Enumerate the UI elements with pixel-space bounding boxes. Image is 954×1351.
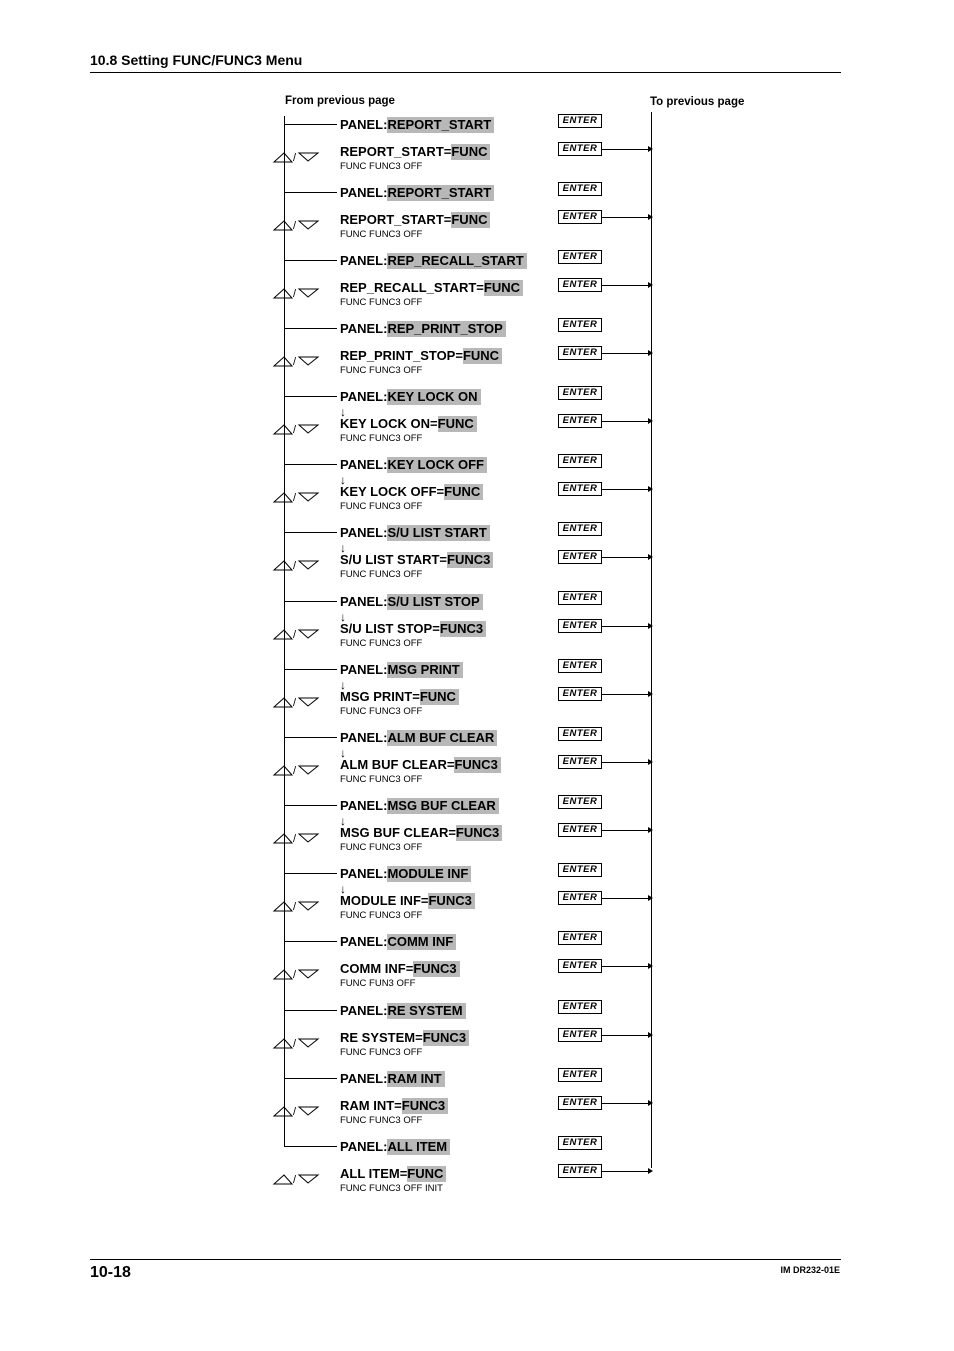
branch-line (285, 328, 337, 329)
enter-key: ENTER (558, 482, 602, 496)
up-down-keys-icon (272, 490, 320, 504)
svg-text:/: / (293, 1038, 297, 1050)
return-arrow-icon (601, 217, 651, 218)
svg-text:/: / (293, 288, 297, 300)
panel-label (340, 662, 463, 678)
enter-key: ENTER (558, 414, 602, 428)
setting-value: FUNC (444, 484, 483, 500)
up-down-keys-icon (272, 899, 320, 913)
enter-key: ENTER (558, 591, 602, 605)
svg-text:/: / (293, 833, 297, 845)
branch-line (285, 396, 337, 397)
return-arrow-icon (601, 149, 651, 150)
panel-label (340, 934, 456, 950)
setting-value: FUNC (463, 348, 502, 364)
setting-options: FUNC FUNC3 OFF (340, 297, 423, 308)
panel-value: MSG BUF CLEAR (387, 798, 498, 814)
panel-value: ALL ITEM (387, 1139, 450, 1155)
enter-key: ENTER (558, 755, 602, 769)
svg-text:/: / (293, 1106, 297, 1118)
document-id: IM DR232-01E (780, 1265, 840, 1275)
up-down-keys-icon (272, 422, 320, 436)
return-arrow-icon (601, 966, 651, 967)
setting-label (340, 348, 502, 364)
setting-label (340, 825, 502, 841)
return-arrow-icon (601, 1103, 651, 1104)
enter-key: ENTER (558, 1096, 602, 1110)
panel-value: RAM INT (387, 1071, 444, 1087)
return-arrow-icon (601, 1035, 651, 1036)
enter-key: ENTER (558, 1068, 602, 1082)
branch-line (285, 260, 337, 261)
svg-text:/: / (293, 492, 297, 504)
setting-value: FUNC (420, 689, 459, 705)
setting-value: FUNC (407, 1166, 446, 1182)
down-arrow-icon: ↓ (340, 473, 346, 487)
panel-prefix: PANEL: (340, 594, 388, 609)
svg-text:/: / (293, 152, 297, 164)
footer-rule (90, 1259, 841, 1260)
panel-value: KEY LOCK ON (387, 389, 480, 405)
panel-label (340, 457, 487, 473)
setting-label (340, 893, 475, 909)
setting-value: FUNC3 (456, 825, 502, 841)
return-arrow-icon (601, 353, 651, 354)
setting-label (340, 1098, 448, 1114)
enter-key: ENTER (558, 795, 602, 809)
setting-label (340, 757, 501, 773)
svg-text:/: / (293, 560, 297, 572)
setting-prefix: REP_PRINT_STOP= (340, 348, 463, 363)
enter-key: ENTER (558, 687, 602, 701)
up-down-keys-icon (272, 1036, 320, 1050)
return-arrow-icon (601, 557, 651, 558)
up-down-keys-icon (272, 763, 320, 777)
branch-line (285, 873, 337, 874)
panel-value: S/U LIST START (387, 525, 489, 541)
setting-value: FUNC (438, 416, 477, 432)
enter-key: ENTER (558, 959, 602, 973)
setting-label (340, 689, 459, 705)
enter-key: ENTER (558, 346, 602, 360)
enter-key: ENTER (558, 1028, 602, 1042)
enter-key: ENTER (558, 619, 602, 633)
setting-label (340, 484, 483, 500)
setting-prefix: RE SYSTEM= (340, 1030, 423, 1045)
down-arrow-icon: ↓ (340, 610, 346, 624)
setting-value: FUNC (451, 212, 490, 228)
down-arrow-icon: ↓ (340, 405, 346, 419)
svg-text:/: / (293, 220, 297, 232)
panel-label (340, 253, 527, 269)
panel-prefix: PANEL: (340, 934, 388, 949)
enter-key: ENTER (558, 278, 602, 292)
branch-line (285, 1078, 337, 1079)
panel-label (340, 798, 499, 814)
setting-value: FUNC3 (402, 1098, 448, 1114)
panel-label (340, 1139, 450, 1155)
panel-label (340, 730, 497, 746)
return-arrow-icon (601, 489, 651, 490)
setting-prefix: MODULE INF= (340, 893, 429, 908)
svg-text:/: / (293, 356, 297, 368)
enter-key: ENTER (558, 1000, 602, 1014)
branch-line (285, 941, 337, 942)
enter-key: ENTER (558, 659, 602, 673)
up-down-keys-icon (272, 150, 320, 164)
down-arrow-icon: ↓ (340, 882, 346, 896)
panel-prefix: PANEL: (340, 798, 388, 813)
enter-key: ENTER (558, 250, 602, 264)
setting-prefix: ALL ITEM= (340, 1166, 408, 1181)
enter-key: ENTER (558, 318, 602, 332)
svg-text:/: / (293, 424, 297, 436)
enter-key: ENTER (558, 114, 602, 128)
svg-text:/: / (293, 901, 297, 913)
down-arrow-icon: ↓ (340, 678, 346, 692)
panel-prefix: PANEL: (340, 389, 388, 404)
return-arrow-icon (601, 762, 651, 763)
setting-options: FUNC FUN3 OFF (340, 978, 416, 989)
from-previous-page-label: From previous page (285, 95, 395, 107)
panel-label (340, 1071, 445, 1087)
enter-key: ENTER (558, 823, 602, 837)
panel-prefix: PANEL: (340, 730, 388, 745)
up-down-keys-icon (272, 286, 320, 300)
section-title: 10.8 Setting FUNC/FUNC3 Menu (90, 52, 303, 68)
up-down-keys-icon (272, 967, 320, 981)
branch-line (285, 464, 337, 465)
panel-label (340, 866, 471, 882)
enter-key: ENTER (558, 550, 602, 564)
enter-key: ENTER (558, 386, 602, 400)
setting-options: FUNC FUNC3 OFF (340, 501, 423, 512)
setting-prefix: RAM INT= (340, 1098, 402, 1113)
panel-value: RE SYSTEM (387, 1003, 465, 1019)
return-arrow-icon (601, 1171, 651, 1172)
up-down-keys-icon (272, 627, 320, 641)
panel-value: ALM BUF CLEAR (387, 730, 497, 746)
header-rule (90, 72, 841, 73)
up-down-keys-icon (272, 1104, 320, 1118)
svg-text:/: / (293, 697, 297, 709)
panel-label (340, 1003, 466, 1019)
up-down-keys-icon (272, 831, 320, 845)
enter-key: ENTER (558, 931, 602, 945)
setting-options: FUNC FUNC3 OFF (340, 433, 423, 444)
panel-value: REPORT_START (387, 185, 494, 201)
panel-prefix: PANEL: (340, 525, 388, 540)
setting-value: FUNC3 (423, 1030, 469, 1046)
setting-options: FUNC FUNC3 OFF (340, 706, 423, 717)
branch-line (285, 192, 337, 193)
setting-options: FUNC FUNC3 OFF INIT (340, 1183, 443, 1194)
svg-text:/: / (293, 969, 297, 981)
setting-options: FUNC FUNC3 OFF (340, 774, 423, 785)
panel-prefix: PANEL: (340, 321, 388, 336)
up-down-keys-icon (272, 354, 320, 368)
setting-value: FUNC3 (413, 961, 459, 977)
panel-prefix: PANEL: (340, 866, 388, 881)
setting-label (340, 1166, 446, 1182)
setting-label (340, 961, 460, 977)
setting-options: FUNC FUNC3 OFF (340, 365, 423, 376)
setting-value: FUNC (451, 144, 490, 160)
setting-label (340, 621, 486, 637)
setting-value: FUNC3 (454, 757, 500, 773)
panel-label (340, 389, 481, 405)
setting-label (340, 416, 477, 432)
enter-key: ENTER (558, 891, 602, 905)
setting-prefix: REPORT_START= (340, 212, 452, 227)
panel-value: COMM INF (387, 934, 456, 950)
branch-line (285, 737, 337, 738)
down-arrow-icon: ↓ (340, 746, 346, 760)
panel-value: REP_PRINT_STOP (387, 321, 505, 337)
panel-prefix: PANEL: (340, 1139, 388, 1154)
setting-label (340, 1030, 469, 1046)
svg-text:/: / (293, 629, 297, 641)
enter-key: ENTER (558, 727, 602, 741)
to-previous-page-label: To previous page (650, 96, 745, 108)
enter-key: ENTER (558, 522, 602, 536)
return-arrow-icon (601, 626, 651, 627)
panel-value: REP_RECALL_START (387, 253, 526, 269)
panel-value: MODULE INF (387, 866, 471, 882)
setting-prefix: ALM BUF CLEAR= (340, 757, 455, 772)
setting-options: FUNC FUNC3 OFF (340, 1047, 423, 1058)
enter-key: ENTER (558, 142, 602, 156)
branch-line (285, 805, 337, 806)
branch-line (285, 1146, 337, 1147)
panel-value: MSG PRINT (387, 662, 462, 678)
branch-line (285, 1010, 337, 1011)
setting-options: FUNC FUNC3 OFF (340, 569, 423, 580)
panel-prefix: PANEL: (340, 457, 388, 472)
up-down-keys-icon (272, 1172, 320, 1186)
up-down-keys-icon (272, 558, 320, 572)
panel-prefix: PANEL: (340, 1003, 388, 1018)
branch-line (285, 669, 337, 670)
down-arrow-icon: ↓ (340, 541, 346, 555)
enter-key: ENTER (558, 1164, 602, 1178)
setting-prefix: REPORT_START= (340, 144, 452, 159)
enter-key: ENTER (558, 1136, 602, 1150)
panel-prefix: PANEL: (340, 185, 388, 200)
branch-line (285, 124, 337, 125)
flow-right-line (651, 112, 652, 1168)
setting-options: FUNC FUNC3 OFF (340, 229, 423, 240)
setting-prefix: S/U LIST START= (340, 552, 448, 567)
setting-prefix: KEY LOCK OFF= (340, 484, 445, 499)
panel-value: REPORT_START (387, 117, 494, 133)
setting-prefix: MSG BUF CLEAR= (340, 825, 456, 840)
enter-key: ENTER (558, 454, 602, 468)
setting-options: FUNC FUNC3 OFF (340, 638, 423, 649)
panel-label (340, 117, 494, 133)
svg-text:/: / (293, 1174, 297, 1186)
setting-value: FUNC3 (447, 552, 493, 568)
setting-prefix: MSG PRINT= (340, 689, 420, 704)
setting-prefix: COMM INF= (340, 961, 414, 976)
page-number: 10-18 (90, 1264, 131, 1281)
panel-prefix: PANEL: (340, 253, 388, 268)
panel-value: KEY LOCK OFF (387, 457, 487, 473)
setting-options: FUNC FUNC3 OFF (340, 161, 423, 172)
setting-label (340, 144, 490, 160)
setting-label (340, 552, 493, 568)
branch-line (285, 532, 337, 533)
setting-prefix: KEY LOCK ON= (340, 416, 438, 431)
panel-value: S/U LIST STOP (387, 594, 482, 610)
setting-value: FUNC3 (428, 893, 474, 909)
panel-label (340, 321, 506, 337)
panel-prefix: PANEL: (340, 1071, 388, 1086)
panel-label (340, 594, 483, 610)
branch-line (285, 601, 337, 602)
svg-text:/: / (293, 765, 297, 777)
setting-label (340, 212, 490, 228)
panel-prefix: PANEL: (340, 117, 388, 132)
panel-label (340, 185, 494, 201)
setting-value: FUNC3 (440, 621, 486, 637)
setting-prefix: S/U LIST STOP= (340, 621, 440, 636)
return-arrow-icon (601, 694, 651, 695)
return-arrow-icon (601, 898, 651, 899)
up-down-keys-icon (272, 218, 320, 232)
up-down-keys-icon (272, 695, 320, 709)
setting-options: FUNC FUNC3 OFF (340, 842, 423, 853)
setting-options: FUNC FUNC3 OFF (340, 910, 423, 921)
setting-prefix: REP_RECALL_START= (340, 280, 484, 295)
down-arrow-icon: ↓ (340, 814, 346, 828)
enter-key: ENTER (558, 210, 602, 224)
return-arrow-icon (601, 421, 651, 422)
setting-label (340, 280, 523, 296)
enter-key: ENTER (558, 863, 602, 877)
setting-options: FUNC FUNC3 OFF (340, 1115, 423, 1126)
enter-key: ENTER (558, 182, 602, 196)
return-arrow-icon (601, 830, 651, 831)
panel-label (340, 525, 490, 541)
return-arrow-icon (601, 285, 651, 286)
panel-prefix: PANEL: (340, 662, 388, 677)
setting-value: FUNC (484, 280, 523, 296)
